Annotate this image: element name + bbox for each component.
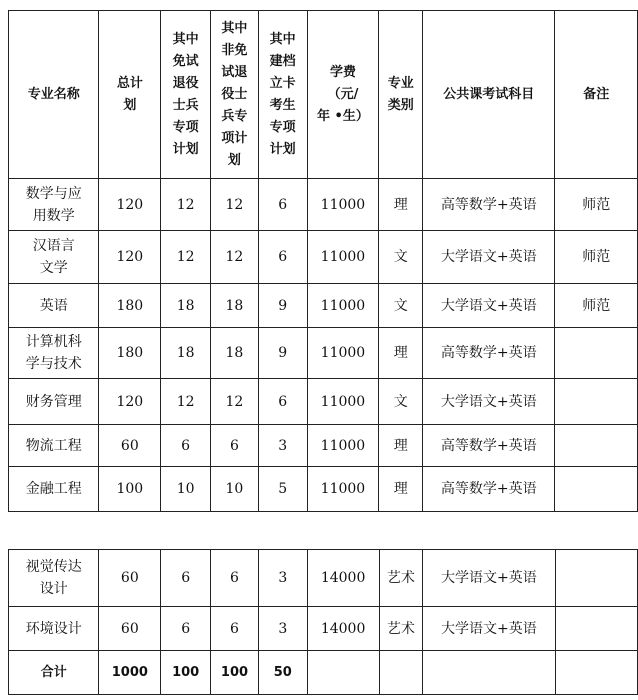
- exam-subjects-cell: 高等数学+英语: [423, 425, 555, 467]
- major-name-cell: 物流工程: [9, 425, 99, 467]
- header-major-name: 专业名称: [9, 11, 99, 179]
- remark-cell: 师范: [555, 179, 638, 231]
- header-total-plan: 总计 划: [99, 11, 161, 179]
- exam-subjects-cell: 大学语文+英语: [423, 231, 555, 284]
- header-veteran-exempt: 其中 免试 退役 士兵 专项 计划: [161, 11, 211, 179]
- enrollment-table-bottom: [8, 549, 638, 695]
- table-row: [9, 607, 638, 651]
- tuition-cell: 14000: [307, 550, 379, 607]
- header-exam-subjects: 公共课考试科目: [423, 11, 555, 179]
- exam-subjects-cell: 高等数学+英语: [423, 179, 555, 231]
- total-exam-cell: [423, 651, 555, 695]
- header-remark: 备注: [555, 11, 638, 179]
- poverty-plan-cell: 3: [258, 607, 307, 651]
- table-row: [9, 425, 638, 467]
- total-category-cell: [379, 651, 423, 695]
- total-veteran-exempt-cell: 100: [161, 651, 211, 695]
- exam-subjects-cell: 大学语文+英语: [423, 550, 555, 607]
- total-plan-cell: 120: [99, 179, 161, 231]
- veteran-nonexempt-cell: 12: [211, 231, 259, 284]
- veteran-nonexempt-cell: 10: [211, 467, 259, 512]
- remark-cell: [555, 550, 638, 607]
- tuition-cell: 11000: [307, 467, 379, 512]
- veteran-exempt-cell: 6: [161, 425, 211, 467]
- remark-cell: [555, 379, 638, 425]
- poverty-plan-cell: 3: [258, 550, 307, 607]
- remark-cell: 师范: [555, 231, 638, 284]
- major-name-cell: 计算机科 学与技术: [9, 328, 99, 379]
- remark-cell: 师范: [555, 284, 638, 328]
- tuition-cell: 11000: [307, 284, 379, 328]
- veteran-exempt-cell: 18: [161, 284, 211, 328]
- veteran-exempt-cell: 12: [161, 231, 211, 284]
- total-plan-cell: 180: [99, 284, 161, 328]
- table-row: [9, 379, 638, 425]
- veteran-exempt-cell: 12: [161, 379, 211, 425]
- remark-cell: [555, 328, 638, 379]
- total-plan-cell: 1000: [99, 651, 161, 695]
- poverty-plan-cell: 6: [258, 379, 307, 425]
- exam-subjects-cell: 大学语文+英语: [423, 379, 555, 425]
- table-row: [9, 231, 638, 284]
- remark-cell: [555, 425, 638, 467]
- exam-subjects-cell: 大学语文+英语: [423, 284, 555, 328]
- total-plan-cell: 180: [99, 328, 161, 379]
- veteran-exempt-cell: 12: [161, 179, 211, 231]
- major-name-cell: 视觉传达 设计: [9, 550, 99, 607]
- tuition-cell: 14000: [307, 607, 379, 651]
- total-label: 合计: [9, 651, 99, 695]
- poverty-plan-cell: 9: [258, 284, 307, 328]
- veteran-nonexempt-cell: 18: [211, 284, 259, 328]
- category-cell: 理: [379, 179, 423, 231]
- table-row: [9, 328, 638, 379]
- category-cell: 艺术: [379, 607, 423, 651]
- header-poverty-plan: 其中 建档 立卡 考生 专项 计划: [258, 11, 307, 179]
- poverty-plan-cell: 5: [258, 467, 307, 512]
- remark-cell: [555, 467, 638, 512]
- veteran-exempt-cell: 10: [161, 467, 211, 512]
- total-plan-cell: 60: [99, 607, 161, 651]
- category-cell: 理: [379, 425, 423, 467]
- poverty-plan-cell: 6: [258, 179, 307, 231]
- major-name-cell: 金融工程: [9, 467, 99, 512]
- category-cell: 理: [379, 467, 423, 512]
- header-category: 专业 类别: [379, 11, 423, 179]
- header-row: [9, 11, 638, 179]
- header-veteran-nonexempt: 其中 非免 试退 役士 兵专 项计 划: [211, 11, 259, 179]
- total-poverty-cell: 50: [258, 651, 307, 695]
- remark-cell: [555, 607, 638, 651]
- header-tuition: 学费 （元/ 年 •生）: [307, 11, 379, 179]
- table-row: [9, 550, 638, 607]
- veteran-exempt-cell: 18: [161, 328, 211, 379]
- table-row: [9, 179, 638, 231]
- veteran-exempt-cell: 6: [161, 550, 211, 607]
- tuition-cell: 11000: [307, 328, 379, 379]
- tuition-cell: 11000: [307, 231, 379, 284]
- exam-subjects-cell: 大学语文+英语: [423, 607, 555, 651]
- veteran-nonexempt-cell: 6: [211, 425, 259, 467]
- major-name-cell: 财务管理: [9, 379, 99, 425]
- veteran-nonexempt-cell: 12: [211, 179, 259, 231]
- total-plan-cell: 120: [99, 379, 161, 425]
- veteran-exempt-cell: 6: [161, 607, 211, 651]
- veteran-nonexempt-cell: 18: [211, 328, 259, 379]
- total-plan-cell: 100: [99, 467, 161, 512]
- poverty-plan-cell: 6: [258, 231, 307, 284]
- category-cell: 文: [379, 379, 423, 425]
- total-veteran-nonexempt-cell: 100: [211, 651, 259, 695]
- category-cell: 艺术: [379, 550, 423, 607]
- total-plan-cell: 60: [99, 550, 161, 607]
- tuition-cell: 11000: [307, 379, 379, 425]
- veteran-nonexempt-cell: 6: [211, 550, 259, 607]
- major-name-cell: 环境设计: [9, 607, 99, 651]
- tuition-cell: 11000: [307, 179, 379, 231]
- major-name-cell: 英语: [9, 284, 99, 328]
- exam-subjects-cell: 高等数学+英语: [423, 328, 555, 379]
- poverty-plan-cell: 9: [258, 328, 307, 379]
- total-plan-cell: 120: [99, 231, 161, 284]
- table-row: [9, 467, 638, 512]
- category-cell: 理: [379, 328, 423, 379]
- table-row: [9, 284, 638, 328]
- veteran-nonexempt-cell: 6: [211, 607, 259, 651]
- total-remark-cell: [555, 651, 638, 695]
- tuition-cell: 11000: [307, 425, 379, 467]
- total-tuition-cell: [307, 651, 379, 695]
- category-cell: 文: [379, 231, 423, 284]
- total-plan-cell: 60: [99, 425, 161, 467]
- major-name-cell: 汉语言 文学: [9, 231, 99, 284]
- major-name-cell: 数学与应 用数学: [9, 179, 99, 231]
- veteran-nonexempt-cell: 12: [211, 379, 259, 425]
- total-row: [9, 651, 638, 695]
- exam-subjects-cell: 高等数学+英语: [423, 467, 555, 512]
- enrollment-table-top: [8, 10, 638, 512]
- category-cell: 文: [379, 284, 423, 328]
- poverty-plan-cell: 3: [258, 425, 307, 467]
